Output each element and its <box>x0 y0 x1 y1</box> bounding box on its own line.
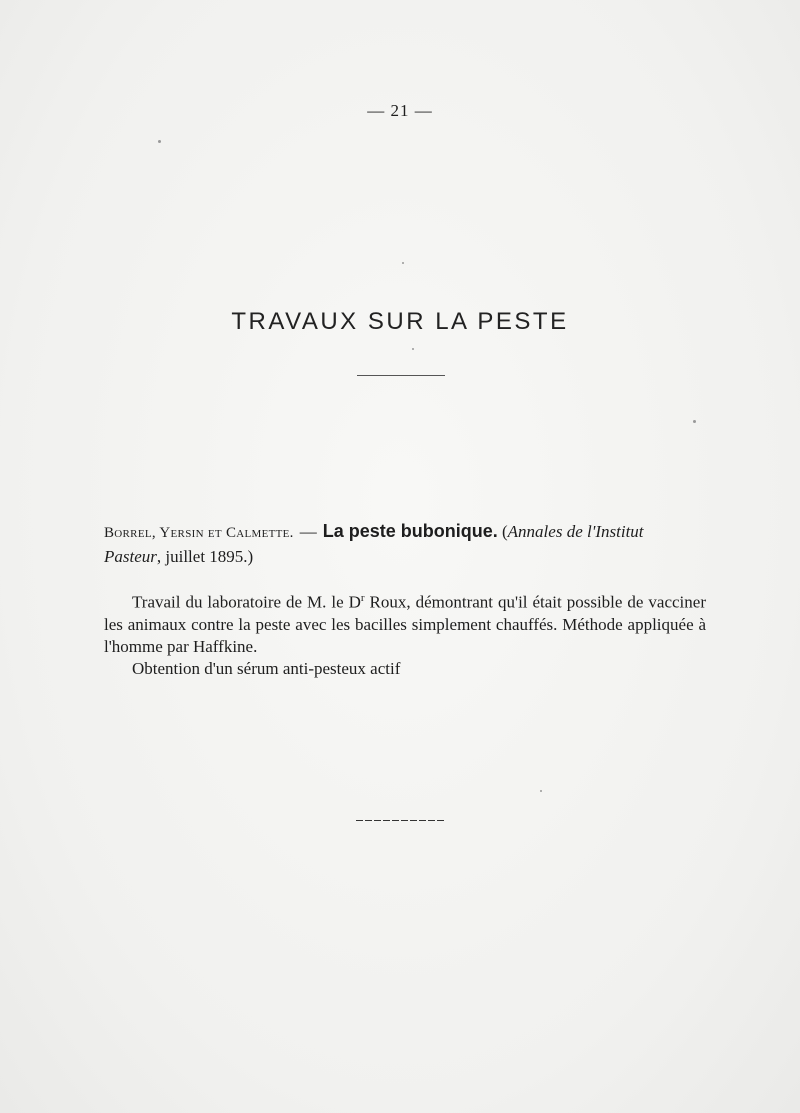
closing-rule <box>356 820 444 821</box>
para1-text-a: Travail du laboratoire de M. le D <box>132 592 361 612</box>
page-number: — 21 — <box>367 101 433 120</box>
reference-journal: Annales de l'Institut Pasteur <box>104 522 644 566</box>
para1-text-b: Roux, démontrant qu'il était possible de vacciner les animaux contre la peste avec les bacilles simplement chauffés. Méthode appliquée à l'homme par Haffkine. <box>104 592 706 656</box>
reference-article-title: La peste bubonique. <box>322 521 498 541</box>
bibliographic-reference <box>104 520 704 568</box>
separator-rule <box>357 375 445 376</box>
para1-superscript: r <box>360 592 365 604</box>
reference-date: , juillet 1895.) <box>156 547 254 566</box>
reference-authors: Borrel, Yersin et Calmette. <box>104 525 294 541</box>
reference-dash: — <box>299 522 317 541</box>
section-title: TRAVAUX SUR LA PESTE <box>231 308 569 335</box>
abstract-paragraph-1 <box>104 587 706 658</box>
abstract-paragraph-2: Obtention d'un sérum anti-pesteux actif <box>132 658 401 678</box>
reference-open-paren: ( <box>502 522 508 541</box>
abstract-text <box>104 587 706 680</box>
